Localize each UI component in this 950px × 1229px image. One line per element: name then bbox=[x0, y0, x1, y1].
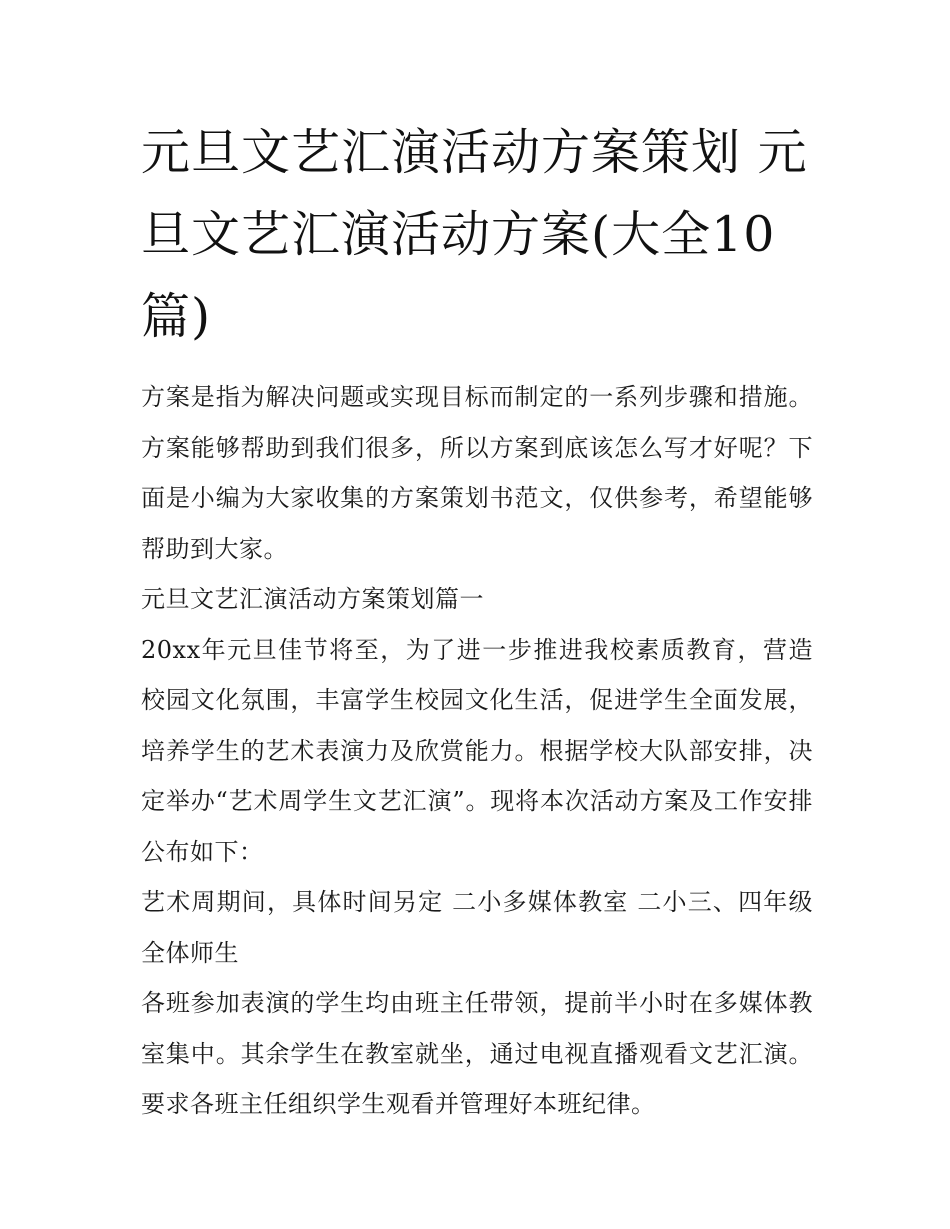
body-paragraph: 艺术周期间，具体时间另定 二小多媒体教室 二小三、四年级全体师生 bbox=[141, 888, 813, 967]
document-title: 元旦文艺汇演活动方案策划 元旦文艺汇演活动方案(大全10篇) bbox=[141, 124, 808, 345]
body-paragraph: 各班参加表演的学生均由班主任带领，提前半小时在多媒体教室集中。其余学生在教室就坐，通过电视直播观看文艺汇演。要求各班主任组织学生观看并管理好本班纪律。 bbox=[141, 989, 813, 1118]
body-paragraph: 20xx年元旦佳节将至，为了进一步推进我校素质教育，营造校园文化氛围，丰富学生校园文化生活，促进学生全面发展，培养学生的艺术表演力及欣赏能力。根据学校大队部安排，决定举办“艺术周学生文艺汇演”。现将本次活动方案及工作安排公布如下： bbox=[141, 635, 813, 866]
section-heading: 元旦文艺汇演活动方案策划篇一 bbox=[141, 585, 484, 613]
intro-paragraph: 方案是指为解决问题或实现目标而制定的一系列步骤和措施。方案能够帮助到我们很多，所以方案到底该怎么写才好呢？下面是小编为大家收集的方案策划书范文，仅供参考，希望能够帮助到大家。 bbox=[141, 383, 813, 563]
document-body bbox=[141, 112, 813, 1130]
